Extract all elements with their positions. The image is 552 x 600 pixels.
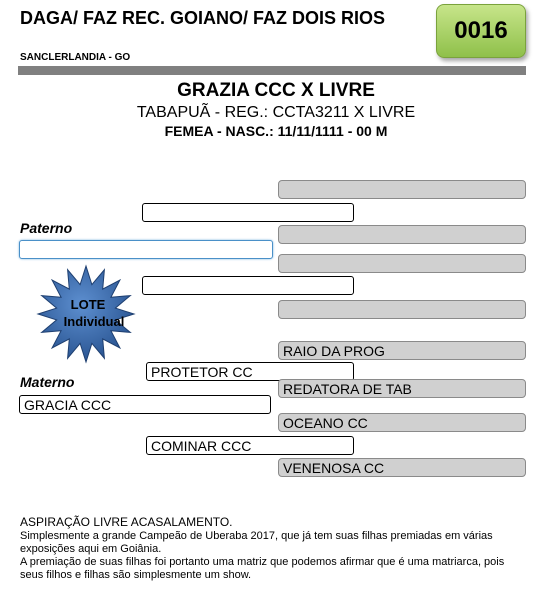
animal-name: GRAZIA CCC X LIVRE — [177, 80, 375, 101]
pedigree-sire — [19, 240, 273, 259]
pedigree-dam: GRACIA CCC — [19, 395, 271, 414]
pedigree-ssd — [278, 225, 526, 244]
farm-title: DAGA/ FAZ REC. GOIANO/ FAZ DOIS RIOS — [20, 8, 386, 28]
pedigree-sss — [278, 180, 526, 199]
footer-paragraph-1: Simplesmente a grande Campeão de Uberaba 2017, que já tem suas filhas premiadas em várias exposições aqui em Goiânia. — [20, 530, 493, 555]
registration-line: TABAPUÃ - REG.: CCTA3211 X LIVRE — [136, 104, 416, 121]
pedigree-sdd — [278, 300, 526, 319]
pedigree-dsd: REDATORA DE TAB — [278, 379, 526, 398]
lot-number-badge: 0016 — [436, 4, 526, 58]
lote-starburst-icon — [36, 264, 136, 364]
pedigree-sds — [278, 254, 526, 273]
pedigree-sire-sire — [142, 203, 354, 222]
pedigree-dam-dam: COMINAR CCC — [146, 436, 354, 455]
lote-label: LOTE — [70, 297, 106, 312]
lote-individual-label: Individual — [63, 314, 125, 329]
footer-paragraph-2: A premiação de suas filhas foi portanto uma matriz que podemos afirmar que é uma matriarca, pois seus filhos e filhas são simplesmente um show. — [20, 556, 505, 581]
footer-title: ASPIRAÇÃO LIVRE ACASALAMENTO. — [20, 515, 233, 529]
pedigree-dam-sire: PROTETOR CC — [146, 362, 354, 381]
pedigree-dds: OCEANO CC — [278, 413, 526, 432]
location-label: SANCLERLANDIA - GO — [20, 52, 131, 63]
header-divider — [18, 66, 526, 75]
pedigree-sire-dam — [142, 276, 354, 295]
footer-description — [20, 530, 530, 582]
paterno-label: Paterno — [20, 220, 73, 236]
pedigree-ddd: VENENOSA CC — [278, 458, 526, 477]
materno-label: Materno — [20, 374, 75, 390]
pedigree-dss: RAIO DA PROG — [278, 341, 526, 360]
sex-birth-line: FEMEA - NASC.: 11/11/1111 - 00 M — [164, 123, 388, 139]
